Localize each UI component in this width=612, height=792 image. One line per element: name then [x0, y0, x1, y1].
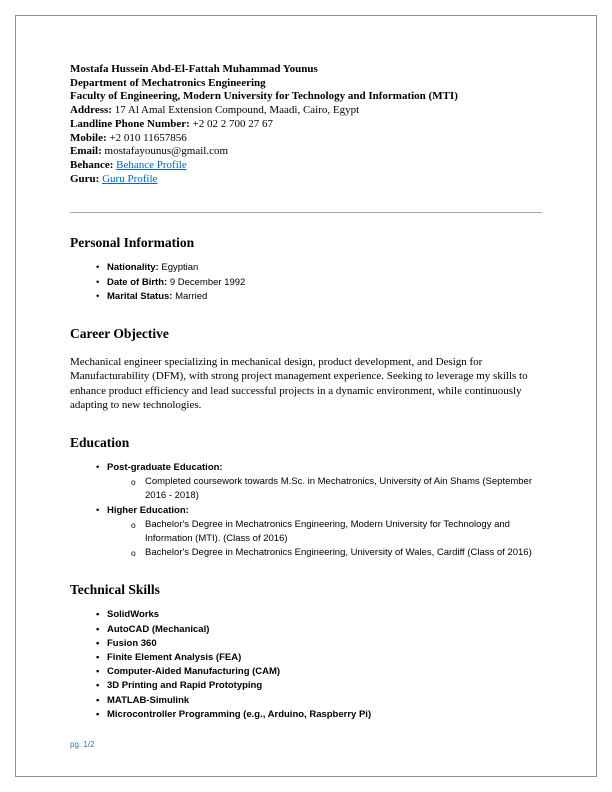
address-value: 17 Al Amal Extension Compound, Maadi, Cairo, Egypt — [114, 104, 360, 117]
postgrad-label: Post-graduate Education: — [107, 461, 223, 473]
marital-status-label: Marital Status: — [107, 290, 173, 302]
list-item — [95, 290, 542, 304]
education-list — [70, 461, 542, 560]
skill-item: • AutoCAD (Mechanical) — [95, 623, 542, 637]
skill-item: • Fusion 360 — [95, 637, 542, 651]
behance-line — [70, 159, 542, 173]
mobile-label: Mobile: — [70, 131, 107, 144]
skill-item: • SolidWorks — [95, 608, 542, 622]
date-of-birth-label: Date of Birth: — [107, 276, 168, 288]
skill-item: • MATLAB-Simulink — [95, 694, 542, 708]
email-line — [70, 145, 542, 159]
landline-line — [70, 118, 542, 132]
list-item — [95, 276, 542, 290]
behance-label: Behance: — [70, 158, 114, 171]
mobile-line — [70, 132, 542, 146]
marital-status-value: Married — [175, 290, 208, 302]
section-title-career-objective: Career Objective — [70, 325, 169, 341]
higher-education-label: Higher Education: — [107, 504, 189, 516]
landline-value: +2 02 2 700 27 67 — [192, 117, 274, 130]
email-label: Email: — [70, 145, 102, 158]
technical-skills-list — [70, 608, 542, 722]
candidate-name: Mostafa Hussein Abd-El-Fattah Muhammad Younus — [70, 63, 318, 75]
date-of-birth-value: 9 December 1992 — [169, 276, 246, 288]
list-subitem: o Completed coursework towards M.Sc. in Mechatronics, University of Ain Shams (September 2016 - 2018) — [130, 475, 542, 503]
page-number: pg. 1/2 — [70, 740, 95, 749]
department-line: Department of Mechatronics Engineering — [70, 76, 266, 89]
guru-label: Guru: — [70, 172, 100, 185]
skill-item: • 3D Printing and Rapid Prototyping — [95, 679, 542, 693]
header-divider — [70, 212, 542, 213]
behance-profile-link[interactable]: Behance Profile — [116, 158, 187, 171]
contact-header — [70, 63, 542, 186]
list-subitem: o Bachelor's Degree in Mechatronics Engineering, University of Wales, Cardiff (Class of 2016) — [130, 546, 542, 560]
section-title-technical-skills: Technical Skills — [70, 582, 160, 598]
skill-item: • Microcontroller Programming (e.g., Arduino, Raspberry Pi) — [95, 708, 542, 722]
nationality-label: Nationality: — [107, 262, 159, 274]
landline-label: Landline Phone Number: — [70, 117, 190, 130]
resume-content — [70, 63, 542, 722]
personal-information-list — [70, 261, 542, 304]
address-line — [70, 104, 542, 118]
address-label: Address: — [70, 104, 112, 117]
guru-line — [70, 173, 542, 187]
section-title-personal-information: Personal Information — [70, 235, 195, 251]
skill-item: • Computer-Aided Manufacturing (CAM) — [95, 665, 542, 679]
list-item — [95, 504, 542, 518]
section-title-education: Education — [70, 434, 130, 450]
skill-item: • Finite Element Analysis (FEA) — [95, 651, 542, 665]
email-value: mostafayounus@gmail.com — [104, 145, 229, 158]
list-subitem: o Bachelor's Degree in Mechatronics Engineering, Modern University for Technology and Information (MTI). (Class of 2016) — [130, 518, 542, 546]
faculty-line: Faculty of Engineering, Modern University for Technology and Information (MTI) — [70, 90, 458, 103]
mobile-value: +2 010 11657856 — [109, 131, 187, 144]
list-item — [95, 261, 542, 275]
career-objective-text: Mechanical engineer specializing in mechanical design, product development, and Design for Manufacturability (DFM), with strong project management experience. Seeking to leverage my skills to enhance product efficiency and lead successful projects in a dynamic environment, while continuously adapting to new technologies. — [70, 355, 528, 412]
nationality-value: Egyptian — [161, 262, 199, 274]
guru-profile-link[interactable]: Guru Profile — [102, 172, 158, 185]
list-item — [95, 461, 542, 475]
